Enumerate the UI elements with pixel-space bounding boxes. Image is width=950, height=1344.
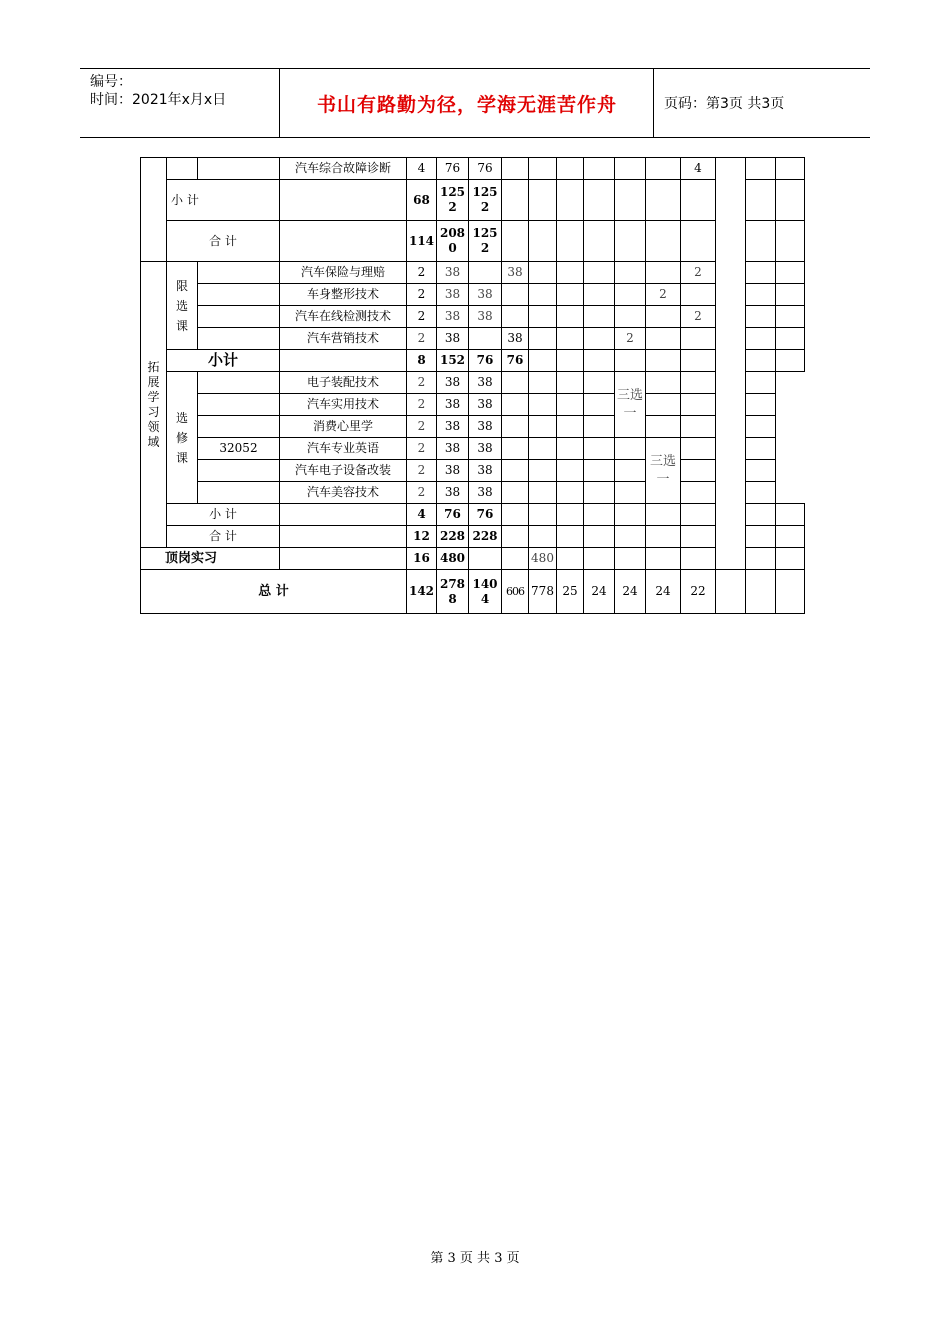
total-label: 合 计 <box>167 221 280 262</box>
elective-label: 选修课 <box>167 372 198 504</box>
table-row: 总 计 142 278 8 140 4 606 778 25 24 24 24 22 <box>141 570 805 614</box>
table-row: 拓展学习领域 限选课 汽车保险与理赔 2 38 38 2 <box>141 262 805 284</box>
header-info <box>80 69 280 137</box>
table-row: 汽车电子设备改装 2 38 38 <box>141 460 805 482</box>
table-row: 消费心里学 2 38 38 <box>141 416 805 438</box>
subtotal-label: 小 计 <box>167 180 280 221</box>
table-row: 汽车综合故障诊断 4 76 76 4 <box>141 158 805 180</box>
time-label: 时间：2021年x月x日 <box>90 92 227 108</box>
limited-label: 限选课 <box>167 262 198 350</box>
table-row: 小 计 68 125 2 125 2 <box>141 180 805 221</box>
table-row: 汽车营销技术 2 38 38 2 <box>141 328 805 350</box>
choose-note-a: 三选一 <box>615 372 646 438</box>
page-label: 页码：第3页 共3页 <box>664 96 785 112</box>
elective-subtotal-label: 小 计 <box>167 504 280 526</box>
table-row: 顶岗实习 16 480 480 <box>141 548 805 570</box>
course-table <box>140 157 805 614</box>
table-row: 汽车实用技术 2 38 38 <box>141 394 805 416</box>
table-row: 小计 8 152 76 76 <box>141 350 805 372</box>
page-footer: 第 3 页 共 3 页 <box>430 1251 520 1266</box>
grand-total-label: 总 计 <box>141 570 407 614</box>
course-name: 汽车综合故障诊断 <box>280 158 407 180</box>
domain-total-label: 合 计 <box>167 526 280 548</box>
choose-note-b: 三选一 <box>646 438 681 504</box>
table-row: 车身整形技术 2 38 38 2 <box>141 284 805 306</box>
motto: 书山有路勤为径，学海无涯苦作舟 <box>281 69 654 137</box>
table-row: 合 计 12 228 228 <box>141 526 805 548</box>
domain-label: 拓展学习领域 <box>141 262 167 548</box>
table-row: 汽车美容技术 2 38 38 <box>141 482 805 504</box>
number-label: 编号： <box>90 74 132 90</box>
table-row: 小 计 4 76 76 <box>141 504 805 526</box>
table-row: 汽车在线检测技术 2 38 38 2 <box>141 306 805 328</box>
limited-subtotal-label: 小计 <box>167 350 280 372</box>
page-header <box>80 68 870 138</box>
table-row: 32052 汽车专业英语 2 38 38 三选一 <box>141 438 805 460</box>
table-row: 合 计 114 208 0 125 2 <box>141 221 805 262</box>
table-row: 选修课 电子装配技术 2 38 38 三选一 <box>141 372 805 394</box>
internship-label: 顶岗实习 <box>141 548 280 570</box>
